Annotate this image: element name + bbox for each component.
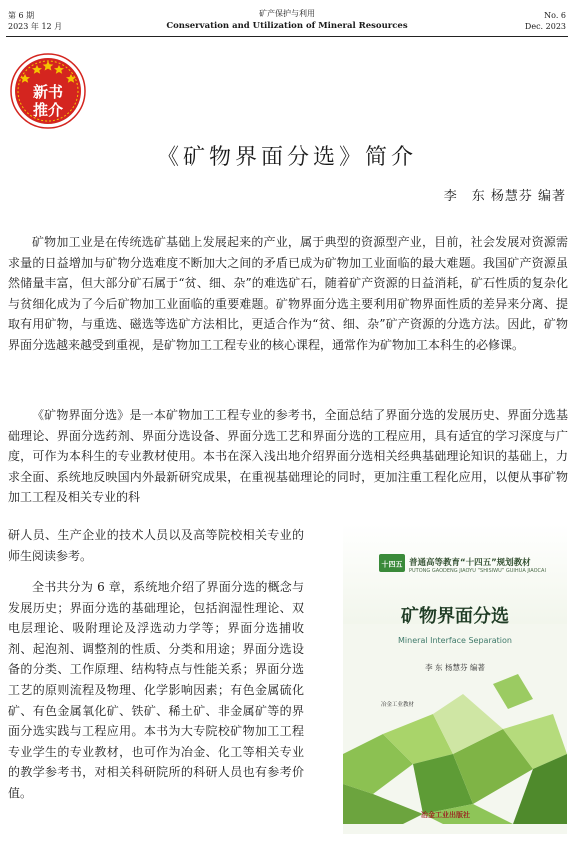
header-divider bbox=[6, 36, 568, 37]
paragraph-2-continued: 研人员、生产企业的技术人员以及高等院校相关专业的师生阅读参考。 bbox=[8, 528, 304, 563]
cover-series: 普通高等教育“十四五”规划教材 bbox=[409, 558, 531, 568]
paragraph-1: 矿物加工业是在传统选矿基础上发展起来的产业，属于典型的资源型产业，目前，社会发展对资源需求量的日益增加与矿物分选难度不断加大之间的矛盾已成为矿物加工业面临的最大难题。我国矿产资源虽然储量丰富，但大部分矿石属于“贫、细、杂”的难选矿石，随着矿产资源的日益消耗，矿石性质的复杂化与贫细化成为了今后矿物加工业面临的重要难题。矿物界面分选主要利用矿物界面性质的差异来分离、提取有用矿物，与重选、磁选等选矿方法相比，更适合作为“贫、细、杂”矿产资源的分选方法。因此，矿物界面分选越来越受到重视，是矿物加工工程专业的核心课程，通常作为矿物加工本科生的必修课。 bbox=[8, 235, 568, 352]
cover-publisher: 冶金工业出版社 bbox=[421, 811, 470, 819]
article-authors: 李 东 杨慧芬 编著 bbox=[443, 189, 566, 204]
journal-title-cn: 矿产保护与利用 bbox=[259, 9, 315, 18]
cover-series-mark: 冶金工业教材 bbox=[381, 702, 415, 708]
badge-graphic bbox=[9, 52, 87, 130]
issue-number: 第 6 期 bbox=[8, 11, 35, 20]
cover-title: 矿物界面分选 bbox=[401, 606, 509, 627]
issue-date-cn: 2023 年 12 月 bbox=[8, 22, 63, 31]
article-title: 《矿物界面分选》简介 bbox=[156, 145, 417, 170]
header-right bbox=[525, 10, 566, 32]
new-book-badge bbox=[9, 52, 87, 130]
badge-line1: 新书 bbox=[32, 83, 64, 101]
series-logo-icon bbox=[379, 554, 405, 572]
cover-authors: 李 东 杨慧芬 编著 bbox=[425, 663, 485, 672]
paragraph-3: 全书共分为 6 章，系统地介绍了界面分选的概念与发展历史；界面分选的基础理论，包括润湿性理论、双电层理论、吸附理论及浮选动力学等；界面分选捕收剂、起泡剂、调整剂的性质、分类和用途；界面分选设备的分类、工作原理、结构特点与性能关系；界面分选工艺的原则流程及物理、化学影响因素；有色金属硫化矿、有色金属氧化矿、铁矿、稀土矿、非金属矿等的界面分选实践与工程应用。本书为大专院校矿物加工工程专业学生的专业教材，也可作为冶金、化工等相关专业的教学参考书，对相关科研院所的科研人员也有参考价值。 bbox=[8, 580, 304, 800]
header-center bbox=[0, 8, 574, 32]
series-logo-text: 十四五 bbox=[381, 560, 403, 569]
issue-date-en: Dec. 2023 bbox=[524, 22, 566, 31]
cover-crystal-artwork bbox=[343, 674, 567, 824]
cover-series-pinyin: PUTONG GAODENG JIAOYU “SHISIWU” GUIHUA JIAOCAI bbox=[409, 568, 546, 574]
book-cover-image bbox=[343, 524, 567, 834]
cover-subtitle: Mineral Interface Separation bbox=[398, 636, 512, 645]
paragraph-2: 《矿物界面分选》是一本矿物加工工程专业的参考书，全面总结了界面分选的发展历史、界面分选基础理论、界面分选药剂、界面分选设备、界面分选工艺和界面分选的工程应用，具有适宜的学习深度与广度，可作为本科生的专业教材使用。本书在深入浅出地介绍界面分选相关经典基础理论知识的基础上，力求全面、系统地反映国内外最新研究成果，在重视基础理论的同时，更加注重工程化应用，以便从事矿物加工工程及相关专业的科 bbox=[8, 408, 568, 505]
journal-title-en: Conservation and Utilization of Mineral Resources bbox=[166, 21, 408, 31]
badge-line2: 推介 bbox=[32, 101, 64, 119]
issue-number-en: No. 6 bbox=[544, 11, 566, 20]
